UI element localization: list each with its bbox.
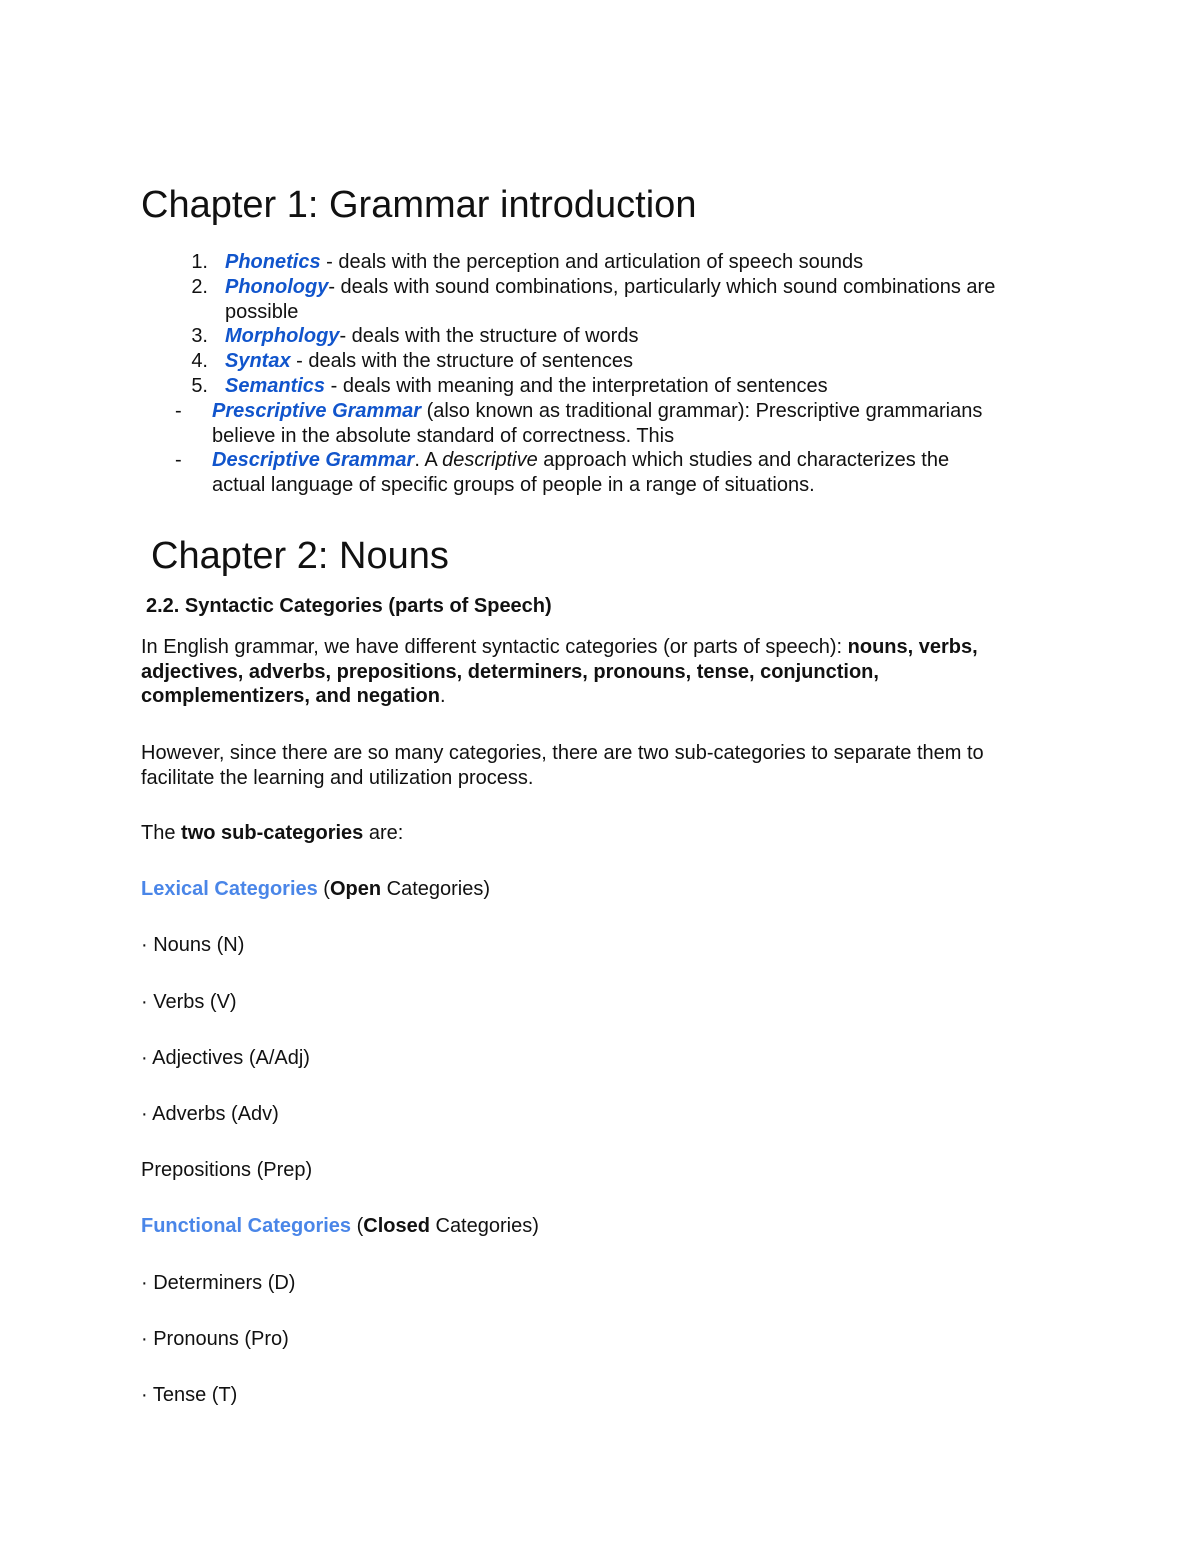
list-item — [0, 374, 1200, 399]
list-item-desc-italic: descriptive — [442, 449, 538, 471]
paragraph-text: ( — [351, 1215, 364, 1237]
paragraph-text: . — [439, 685, 446, 707]
list-item: · Pronouns (Pro) — [141, 1328, 289, 1350]
functional-categories-heading — [141, 1214, 539, 1239]
paragraph-line: However, since there are so many categories, there are two sub-categories to separate them to — [141, 742, 984, 764]
paragraph-line: adjectives, adverbs, prepositions, determiners, pronouns, tense, conjunction, — [141, 661, 879, 683]
list-item: · Verbs (V) — [141, 991, 237, 1013]
list-item-term: Phonology — [225, 276, 329, 298]
list-item-term: Semantics — [225, 375, 326, 397]
list-item — [0, 399, 1200, 449]
lexical-categories-label: Lexical Categories — [141, 878, 318, 900]
list-item-term: Phonetics — [225, 251, 321, 273]
list-item: · Nouns (N) — [141, 934, 245, 956]
list-item-desc-continued: possible — [225, 301, 299, 323]
list-item: · Adverbs (Adv) — [141, 1103, 279, 1125]
list-item-desc: - deals with the structure of words — [339, 325, 639, 347]
list-item-desc-continued: believe in the absolute standard of correctness. This — [212, 425, 675, 447]
list-item — [0, 250, 1200, 275]
paragraph-line — [141, 684, 446, 709]
list-item: · Adjectives (A/Adj) — [141, 1047, 310, 1069]
paragraph-bold-text: two sub-categories — [181, 822, 364, 844]
list-item-term: Prescriptive Grammar — [212, 400, 422, 422]
paragraph-text: In English grammar, we have different syntactic categories (or parts of speech): — [141, 636, 848, 658]
paragraph-bold-text: nouns, verbs, — [847, 636, 978, 658]
paragraph-line: facilitate the learning and utilization process. — [141, 767, 534, 789]
paragraph-line — [141, 635, 978, 660]
paragraph-text: Categories) — [381, 878, 491, 900]
list-item: · Determiners (D) — [141, 1272, 296, 1294]
list-item-desc: (also known as traditional grammar): Prescriptive grammarians — [421, 400, 983, 422]
list-bullet: - — [175, 400, 182, 422]
list-item — [0, 275, 1200, 325]
chapter-2-title: Chapter 2: Nouns — [151, 535, 449, 577]
paragraph-text: ( — [317, 878, 330, 900]
paragraph-text: The — [141, 822, 182, 844]
chapter-1-title: Chapter 1: Grammar introduction — [141, 184, 697, 226]
list-item — [0, 324, 1200, 349]
list-item-term: Syntax — [225, 350, 291, 372]
paragraph-two-sub-categories — [141, 821, 403, 846]
list-item-number: 3. — [191, 325, 208, 347]
list-item-number: 5. — [191, 375, 208, 397]
paragraph-text: Categories) — [429, 1215, 539, 1237]
paragraph-bold-text: complementizers, and negation — [141, 685, 440, 707]
list-item-number: 1. — [191, 251, 208, 273]
list-item-desc: - deals with meaning and the interpretation of sentences — [325, 375, 828, 397]
list-item-term: Descriptive Grammar — [212, 449, 415, 471]
list-bullet: - — [175, 449, 182, 471]
list-item-desc: - deals with sound combinations, particularly which sound combinations are — [328, 276, 996, 298]
functional-categories-label: Functional Categories — [141, 1215, 352, 1237]
lexical-categories-heading — [141, 877, 490, 902]
paragraph-bold-text: Closed — [363, 1215, 430, 1237]
list-item — [0, 448, 1200, 498]
list-item-desc-continued: actual language of specific groups of people in a range of situations. — [212, 474, 815, 496]
list-item-desc: - deals with the perception and articulation of speech sounds — [320, 251, 864, 273]
list-item — [0, 349, 1200, 374]
paragraph-text: are: — [363, 822, 404, 844]
list-item: Prepositions (Prep) — [141, 1159, 313, 1181]
list-item-desc: approach which studies and characterizes the — [537, 449, 950, 471]
paragraph-bold-text: Open — [329, 878, 382, 900]
list-item-number: 2. — [191, 276, 208, 298]
list-item-term: Morphology — [225, 325, 340, 347]
list-item-desc: . A — [414, 449, 443, 471]
list-item: · Tense (T) — [141, 1384, 238, 1406]
list-item-number: 4. — [191, 350, 208, 372]
list-item-desc: - deals with the structure of sentences — [290, 350, 633, 372]
section-heading: 2.2. Syntactic Categories (parts of Speech) — [146, 595, 552, 617]
